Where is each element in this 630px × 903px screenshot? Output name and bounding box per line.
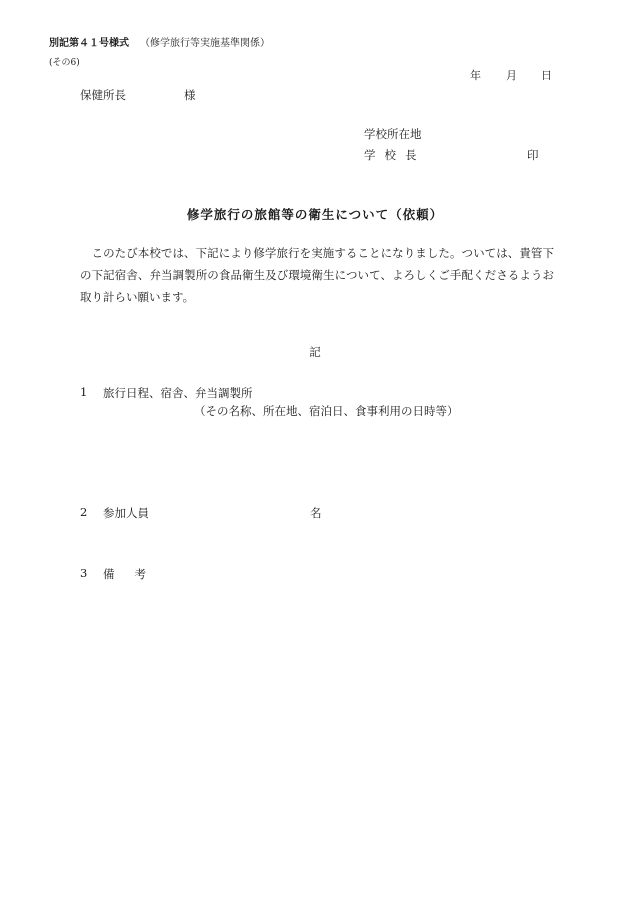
item-2-number: 2 [80, 505, 88, 519]
ki-marker: 記 [309, 345, 321, 359]
form-number: 別記第４１号様式 [49, 38, 129, 49]
school-location-label: 学校所在地 [364, 127, 422, 141]
document-title: 修学旅行の旅館等の衛生について（依頼） [186, 207, 444, 222]
principal-label: 学校長 [364, 148, 426, 162]
item-3-number: 3 [80, 566, 88, 580]
date-day-label: 日 [541, 69, 552, 82]
body-paragraph: このたび本校では、下記により修学旅行を実施することになりました。ついては、貴管下の下記宿舎、弁当調製所の食品衛生及び環境衛生について、よろしくご手配くださるようお取り計らい願います。 [80, 246, 554, 304]
item-1-sub: （その名称、所在地、宿泊日、食事利用の日時等） [194, 404, 459, 418]
item-1-number: 1 [80, 385, 88, 399]
item-2-unit: 名 [310, 506, 322, 520]
item-3-label: 備考 [103, 567, 166, 581]
item-2-label: 参加人員 [103, 506, 149, 520]
addressee-name: 保健所長 [80, 88, 126, 102]
date-month-label: 月 [506, 69, 517, 82]
form-note: （修学旅行等実施基準関係） [140, 38, 270, 49]
item-1-label: 旅行日程、宿舎、弁当調製所 [103, 386, 253, 400]
date-year-label: 年 [470, 69, 481, 82]
sub-number: (その6) [49, 58, 80, 68]
seal-mark: 印 [527, 148, 539, 162]
addressee-honorific: 様 [184, 88, 196, 102]
